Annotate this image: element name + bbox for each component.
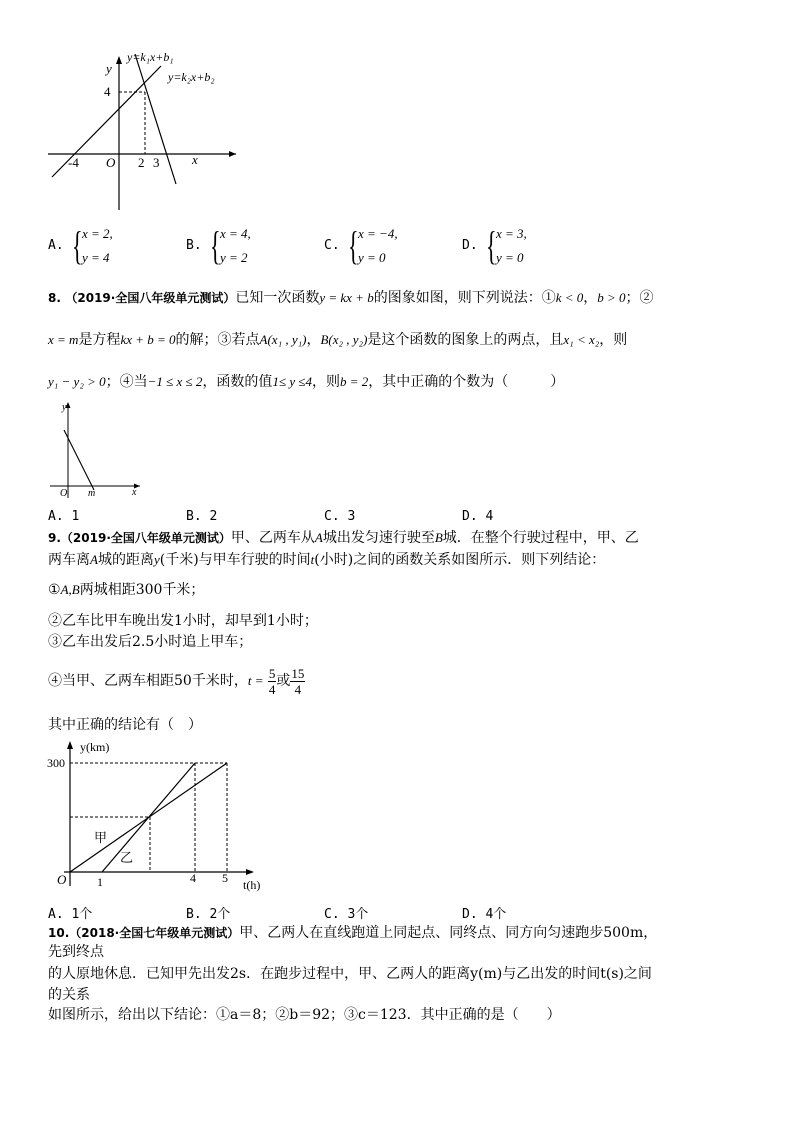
q7-option-d[interactable] [462,223,582,270]
q9-text: ②乙车比甲车晚出发 [48,613,174,629]
q8-text: 是这个函数的图象上的两点，且 [367,332,564,348]
q9-graph-y-label: y(km) [80,740,110,754]
q9-statement-1 [48,581,204,599]
q8-math: b = 2 [339,374,369,389]
q8-option-c[interactable]: C. 3 [324,509,356,524]
q9-num: 1 [174,613,183,629]
brace-icon: { [210,223,221,268]
q8-math: k < 0 [555,290,584,305]
q9-text: ① [48,582,61,598]
q7-option-line1: x = 3, [496,226,527,241]
q10-text: 甲、乙两人在直线跑道上同起点、同终点、同方向匀速跑步500m， [239,925,658,941]
q8-option-a[interactable]: A. 1 [48,509,80,524]
q7-option-line2: y = 2 [220,250,248,265]
q7-option-line1: x = 4, [220,226,251,241]
q10-line3: 的人原地休息．已知甲先出发2s．在跑步过程中，甲、乙两人的距离y(m)与乙出发的时间t(s)之间 [48,966,652,982]
q8-text: ，函数的值 [202,374,273,390]
q8-math: b > 0 [597,290,626,305]
q9-text: 城的距离 [97,552,154,568]
q8-text: 的图象如图，则下列说法：① [373,290,556,306]
q8-text: ，则 [599,332,628,348]
q7-tick-3: 3 [153,155,160,170]
q7-y-axis-label: y [106,61,112,76]
q9-option-c[interactable]: C. 3个 [324,907,369,922]
q8-text: ；② [625,290,654,306]
q7-option-letter: B. [186,238,202,253]
q8-line2 [48,331,627,349]
q8-math: −1 ≤ x ≤ 2 [147,374,203,389]
q7-option-line2: y = 0 [496,250,524,265]
brace-icon: { [348,223,359,268]
brace-icon: { [486,223,497,268]
q8-text: ；④当 [105,374,148,390]
q9-text: 两车离 [48,552,90,568]
q7-tick-neg4: -4 [68,155,79,170]
q9-text: (小时)之间的函数关系如图所示．则下列结论： [314,552,606,568]
q9-graph-origin: O [57,872,67,887]
q8-source: （2019·全国八年级单元测试） [65,291,236,305]
q9-line2 [48,551,605,569]
q9-text: 小时追上甲车； [154,634,253,650]
q8-math: x₁ < x₂ [563,332,600,347]
q9-math: t [310,552,315,567]
q9-num: 2.5 [132,634,155,650]
q9-text: 城出发匀速行驶至 [322,530,435,546]
q9-graph-t5: 5 [222,871,228,885]
q8-text: 已知一次函数 [235,290,320,306]
q7-option-letter: D. [462,238,478,253]
q8-math: kx + b = 0 [120,332,176,347]
q9-statement-2 [48,612,318,630]
q9-math: A [90,552,98,567]
q9-option-b[interactable]: B. 2个 [186,907,231,922]
q8-math: 1≤ y ≤4 [272,374,312,389]
q9-num: 300 [135,582,163,598]
q9-text: ③乙车出发后 [48,634,132,650]
q7-option-b[interactable] [186,223,306,270]
q8-graph [44,398,148,502]
q8-graph-y: y [62,402,67,413]
q8-text: ， [306,332,321,348]
q8-number: 8. [48,291,61,305]
q8-math: y = kx + b [319,290,374,305]
q7-option-c[interactable] [324,223,444,270]
q9-graph-300: 300 [47,756,65,770]
q9-math: B [434,530,443,545]
q8-option-b[interactable]: B. 2 [186,509,218,524]
q7-option-line2: y = 0 [358,250,386,265]
q9-statement-4 [48,664,305,698]
q7-line1-label: y=k₁x+b₁ [127,50,174,64]
q9-number: 9. [48,531,61,545]
q7-x-axis-label: x [192,152,198,167]
q9-text: 甲、乙两车从 [230,530,315,546]
q7-line2-label: y=k₂x+b₂ [168,70,215,84]
q7-tick-4: 4 [104,84,111,99]
q9-math: y [153,552,160,567]
q9-graph [44,736,284,896]
q9-text: 城．在整个行驶过程中，甲、乙 [442,530,639,546]
q9-text: (千米)与甲车行驶的时间 [159,552,311,568]
q8-math: B(x₂ , y₂) [320,332,368,347]
q10-line2: 先到终点 [48,944,104,960]
q10-line1 [48,924,657,942]
q9-fraction [290,666,305,697]
q9-text: 千米时， [191,673,248,689]
q7-option-letter: C. [324,238,340,253]
q9-text: 小时； [275,613,318,629]
q8-line1 [48,289,654,307]
fraction-numerator: 15 [291,665,305,681]
q9-text: 千米； [162,582,205,598]
q7-graph [40,44,240,214]
q9-option-a[interactable]: A. 1个 [48,907,93,922]
q8-text: ， [583,290,598,306]
q8-graph-o: O [60,488,68,499]
q8-option-d[interactable]: D. 4 [462,509,494,524]
q8-text: ，其中正确的个数为（ ） [368,374,565,390]
q9-math: t = [247,673,264,688]
q9-graph-t-label: t(h) [243,878,261,892]
q9-text: ④当甲、乙两车相距 [48,673,174,689]
q8-math: x = m [48,332,79,347]
q8-line3 [48,373,564,391]
q8-text: ，则 [311,374,340,390]
q8-text: 的解；③若点 [175,332,260,348]
q9-graph-jia: 甲 [94,830,108,845]
q9-num: 50 [174,673,192,689]
q8-graph-x: x [132,487,137,498]
q9-text: 或 [276,673,291,689]
q10-line4: 的关系 [48,987,90,1003]
q9-source: （2019·全国八年级单元测试） [60,531,231,545]
q9-ask: 其中正确的结论有（ ） [48,717,202,733]
q9-line1 [48,529,639,547]
q9-math: A [314,530,323,545]
q9-graph-t4: 4 [190,871,196,885]
q8-math: y₁ − y₂ > 0 [48,374,106,389]
q8-graph-m: m [88,488,96,499]
q9-statement-3 [48,633,252,651]
q9-graph-t1: 1 [97,875,103,889]
q7-option-letter: A. [48,238,64,253]
q9-text: 小时，却早到 [182,613,267,629]
fraction-denominator: 4 [294,681,302,697]
q7-origin-label: O [106,155,116,170]
q7-option-line1: x = 2, [82,226,113,241]
q10-line5: 如图所示，给出以下结论：①a＝8；②b＝92；③c＝123．其中正确的是（ ） [48,1007,561,1023]
q7-option-a[interactable] [48,223,168,270]
q9-math: A,B [60,582,80,597]
fraction-denominator: 4 [268,681,276,697]
q7-tick-2: 2 [138,155,145,170]
q8-text: 是方程 [78,332,121,348]
q7-option-line2: y = 4 [82,250,110,265]
q9-text: 两城相距 [79,582,136,598]
q10-source: （2018·全国七年级单元测试） [69,926,240,940]
q9-graph-yi: 乙 [120,850,134,865]
brace-icon: { [72,223,83,268]
q9-num: 1 [266,613,276,629]
q9-option-d[interactable]: D. 4个 [462,907,507,922]
fraction-numerator: 5 [268,665,276,681]
q7-option-line1: x = −4, [358,226,398,241]
q10-number: 10. [48,926,70,940]
q8-math: A(x₁ , y₁) [259,332,307,347]
